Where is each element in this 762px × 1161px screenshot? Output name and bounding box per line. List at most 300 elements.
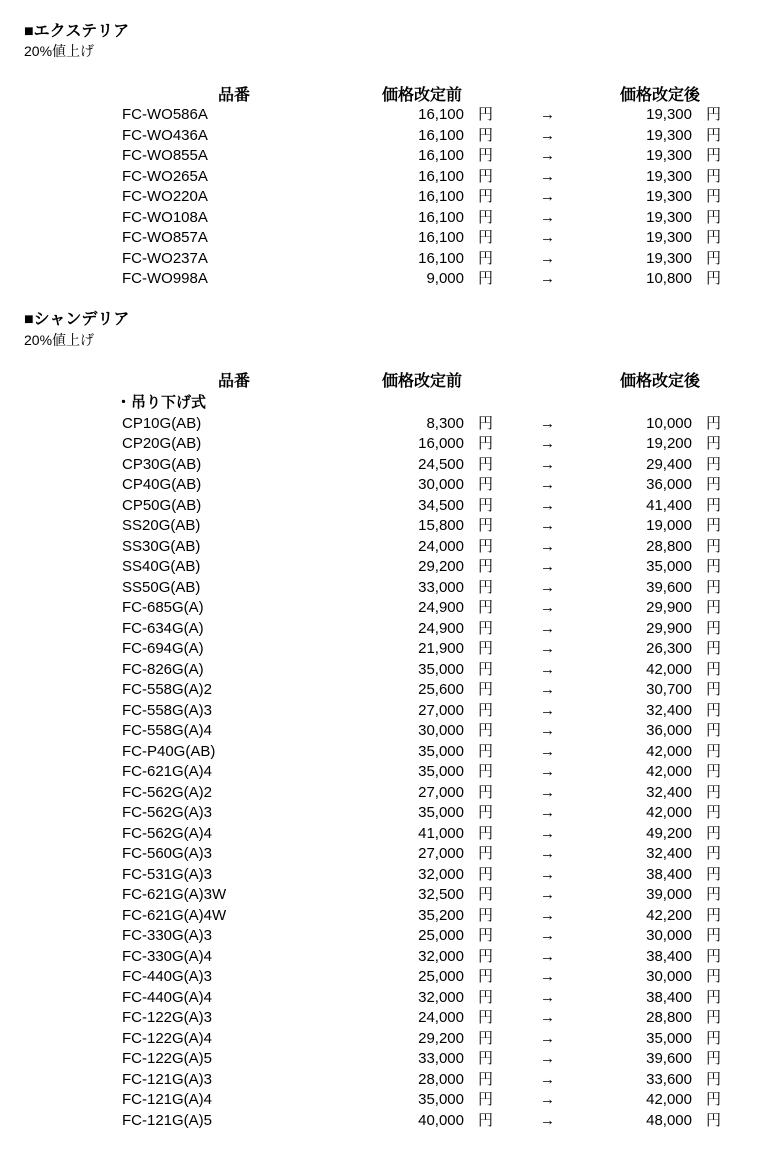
product-code: FC-440G(A)4 — [122, 988, 213, 1006]
yen-unit: 円 — [478, 229, 494, 246]
yen-unit: 円 — [706, 988, 722, 1006]
price-after: 33,600 — [646, 1070, 692, 1088]
price-after: 35,000 — [646, 558, 692, 575]
table-row — [0, 721, 762, 742]
price-before: 35,000 — [418, 660, 464, 678]
price-after: 19,300 — [646, 126, 692, 144]
yen-unit: 円 — [706, 865, 722, 883]
yen-unit: 円 — [706, 249, 722, 267]
arrow-icon: → — [540, 701, 555, 719]
header-after: 価格改定後 — [620, 87, 701, 104]
price-before: 16,100 — [418, 167, 464, 185]
price-after: 19,300 — [646, 208, 692, 226]
product-code: FC-558G(A)4 — [122, 722, 213, 739]
arrow-icon: → — [540, 783, 555, 801]
price-after: 42,000 — [646, 660, 692, 678]
table-row — [0, 455, 762, 476]
product-code: FC-330G(A)3 — [122, 927, 213, 944]
product-code: FC-634G(A) — [122, 619, 204, 637]
price-before: 32,500 — [418, 886, 464, 903]
yen-unit: 円 — [478, 476, 494, 493]
arrow-icon: → — [540, 476, 555, 493]
yen-unit: 円 — [706, 558, 722, 575]
table-row — [0, 783, 762, 804]
product-code: FC-440G(A)3 — [122, 968, 213, 985]
yen-unit: 円 — [478, 681, 494, 698]
yen-unit: 円 — [478, 1111, 494, 1129]
price-before: 35,000 — [418, 742, 464, 760]
table-row — [0, 844, 762, 865]
arrow-icon: → — [540, 640, 555, 657]
yen-unit: 円 — [478, 701, 494, 719]
product-code: FC-122G(A)4 — [122, 1029, 213, 1047]
yen-unit: 円 — [478, 414, 494, 432]
price-before: 16,100 — [418, 188, 464, 205]
price-before: 25,000 — [418, 927, 464, 944]
price-after: 19,300 — [646, 229, 692, 246]
price-after: 19,000 — [646, 517, 692, 534]
arrow-icon: → — [540, 517, 555, 534]
yen-unit: 円 — [706, 517, 722, 534]
yen-unit: 円 — [706, 906, 722, 924]
product-code: FC-WO857A — [122, 229, 208, 246]
price-after: 41,400 — [646, 496, 692, 514]
price-after: 42,200 — [646, 906, 692, 924]
price-after: 39,600 — [646, 1050, 692, 1067]
yen-unit: 円 — [478, 208, 494, 226]
table-row — [0, 414, 762, 435]
table-row — [0, 557, 762, 578]
table-row — [0, 680, 762, 701]
product-code: FC-531G(A)3 — [122, 865, 213, 883]
table-row — [0, 988, 762, 1009]
table-row — [0, 619, 762, 640]
arrow-icon: → — [540, 249, 555, 267]
arrow-icon: → — [540, 188, 555, 205]
yen-unit: 円 — [478, 927, 494, 944]
yen-unit: 円 — [478, 640, 494, 657]
yen-unit: 円 — [478, 722, 494, 739]
arrow-icon: → — [540, 126, 555, 144]
yen-unit: 円 — [706, 414, 722, 432]
arrow-icon: → — [540, 886, 555, 903]
price-before: 16,100 — [418, 106, 464, 123]
subheading-pendant — [0, 393, 762, 414]
table-row — [0, 1090, 762, 1111]
arrow-icon: → — [540, 455, 555, 473]
table-row — [0, 249, 762, 270]
yen-unit: 円 — [706, 845, 722, 862]
price-after: 35,000 — [646, 1029, 692, 1047]
arrow-icon: → — [540, 599, 555, 616]
section-title-exterior: ■エクステリア — [24, 23, 130, 40]
price-after: 49,200 — [646, 824, 692, 842]
yen-unit: 円 — [478, 106, 494, 123]
product-code: FC-WO586A — [122, 106, 208, 123]
yen-unit: 円 — [478, 783, 494, 801]
yen-unit: 円 — [706, 147, 722, 164]
yen-unit: 円 — [478, 496, 494, 514]
price-before: 40,000 — [418, 1111, 464, 1129]
arrow-icon: → — [540, 845, 555, 862]
product-code: FC-621G(A)4 — [122, 763, 213, 780]
price-before: 34,500 — [418, 496, 464, 514]
yen-unit: 円 — [478, 742, 494, 760]
product-code: FC-562G(A)4 — [122, 824, 213, 842]
table-row — [0, 947, 762, 968]
price-before: 8,300 — [426, 414, 464, 432]
yen-unit: 円 — [478, 763, 494, 780]
yen-unit: 円 — [706, 763, 722, 780]
table-row — [0, 701, 762, 722]
price-after: 36,000 — [646, 722, 692, 739]
arrow-icon: → — [540, 763, 555, 780]
arrow-icon: → — [540, 619, 555, 637]
section-note-exterior: 20%値上げ — [24, 43, 95, 59]
arrow-icon: → — [540, 558, 555, 575]
section-note-chandelier: 20%値上げ — [24, 332, 95, 348]
yen-unit: 円 — [478, 599, 494, 616]
table-row — [0, 228, 762, 249]
arrow-icon: → — [540, 927, 555, 944]
yen-unit: 円 — [706, 742, 722, 760]
price-after: 30,000 — [646, 927, 692, 944]
yen-unit: 円 — [478, 517, 494, 534]
arrow-icon: → — [540, 660, 555, 678]
price-after: 28,800 — [646, 537, 692, 555]
price-before: 35,200 — [418, 906, 464, 924]
price-after: 38,400 — [646, 865, 692, 883]
table-row — [0, 578, 762, 599]
yen-unit: 円 — [706, 1111, 722, 1129]
price-before: 16,100 — [418, 249, 464, 267]
arrow-icon: → — [540, 1050, 555, 1067]
price-before: 41,000 — [418, 824, 464, 842]
arrow-icon: → — [540, 537, 555, 555]
price-before: 16,100 — [418, 147, 464, 164]
product-code: FC-122G(A)3 — [122, 1009, 213, 1026]
price-after: 30,700 — [646, 681, 692, 698]
table-row — [0, 146, 762, 167]
yen-unit: 円 — [478, 886, 494, 903]
yen-unit: 円 — [706, 476, 722, 493]
arrow-icon: → — [540, 208, 555, 226]
table-header-exterior — [0, 86, 762, 107]
price-before: 29,200 — [418, 558, 464, 575]
table-row — [0, 434, 762, 455]
yen-unit: 円 — [478, 804, 494, 821]
product-code: FC-WO436A — [122, 126, 208, 144]
price-after: 26,300 — [646, 640, 692, 657]
table-row — [0, 475, 762, 496]
price-after: 42,000 — [646, 1091, 692, 1108]
table-row — [0, 803, 762, 824]
price-after: 32,400 — [646, 701, 692, 719]
header-after: 価格改定後 — [620, 373, 701, 390]
yen-unit: 円 — [706, 599, 722, 616]
table-row — [0, 187, 762, 208]
arrow-icon: → — [540, 968, 555, 985]
arrow-icon: → — [540, 106, 555, 123]
product-code: FC-558G(A)2 — [122, 681, 213, 698]
price-after: 36,000 — [646, 476, 692, 493]
price-after: 39,000 — [646, 886, 692, 903]
table-row — [0, 1008, 762, 1029]
arrow-icon: → — [540, 270, 555, 287]
yen-unit: 円 — [478, 249, 494, 267]
yen-unit: 円 — [478, 1091, 494, 1108]
price-before: 35,000 — [418, 804, 464, 821]
arrow-icon: → — [540, 722, 555, 739]
table-row — [0, 742, 762, 763]
table-row — [0, 1070, 762, 1091]
yen-unit: 円 — [706, 681, 722, 698]
arrow-icon: → — [540, 742, 555, 760]
price-before: 24,000 — [418, 1009, 464, 1026]
yen-unit: 円 — [478, 865, 494, 883]
arrow-icon: → — [540, 167, 555, 185]
table-row — [0, 1049, 762, 1070]
price-before: 28,000 — [418, 1070, 464, 1088]
table-row — [0, 926, 762, 947]
table-row — [0, 885, 762, 906]
price-after: 42,000 — [646, 763, 692, 780]
yen-unit: 円 — [478, 578, 494, 596]
product-code: FC-122G(A)5 — [122, 1050, 213, 1067]
product-code: FC-826G(A) — [122, 660, 204, 678]
product-code: FC-558G(A)3 — [122, 701, 213, 719]
table-row — [0, 167, 762, 188]
arrow-icon: → — [540, 1070, 555, 1088]
yen-unit: 円 — [706, 783, 722, 801]
yen-unit: 円 — [706, 106, 722, 123]
price-after: 10,800 — [646, 270, 692, 287]
table-row — [0, 598, 762, 619]
yen-unit: 円 — [706, 640, 722, 657]
price-after: 19,300 — [646, 167, 692, 185]
product-code: FC-560G(A)3 — [122, 845, 213, 862]
yen-unit: 円 — [478, 126, 494, 144]
yen-unit: 円 — [706, 1091, 722, 1108]
header-before: 価格改定前 — [382, 373, 463, 390]
price-before: 9,000 — [426, 270, 464, 287]
yen-unit: 円 — [478, 988, 494, 1006]
yen-unit: 円 — [706, 208, 722, 226]
product-code: CP20G(AB) — [122, 435, 202, 452]
price-before: 27,000 — [418, 783, 464, 801]
header-code: 品番 — [218, 373, 251, 390]
table-row — [0, 906, 762, 927]
price-after: 42,000 — [646, 804, 692, 821]
header-before: 価格改定前 — [382, 87, 463, 104]
price-after: 29,400 — [646, 455, 692, 473]
product-code: FC-WO108A — [122, 208, 208, 226]
price-after: 38,400 — [646, 988, 692, 1006]
yen-unit: 円 — [706, 1050, 722, 1067]
product-code: FC-121G(A)5 — [122, 1111, 213, 1129]
product-code: FC-P40G(AB) — [122, 742, 216, 760]
product-code: SS50G(AB) — [122, 578, 201, 596]
price-after: 19,300 — [646, 147, 692, 164]
yen-unit: 円 — [706, 1070, 722, 1088]
product-code: CP30G(AB) — [122, 455, 202, 473]
yen-unit: 円 — [706, 824, 722, 842]
price-after: 10,000 — [646, 414, 692, 432]
product-code: FC-WO220A — [122, 188, 208, 205]
price-after: 29,900 — [646, 599, 692, 616]
price-before: 32,000 — [418, 988, 464, 1006]
yen-unit: 円 — [478, 947, 494, 965]
yen-unit: 円 — [706, 1029, 722, 1047]
product-code: FC-330G(A)4 — [122, 947, 213, 965]
price-before: 30,000 — [418, 722, 464, 739]
table-row — [0, 660, 762, 681]
yen-unit: 円 — [478, 167, 494, 185]
arrow-icon: → — [540, 988, 555, 1006]
product-code: SS20G(AB) — [122, 517, 201, 534]
yen-unit: 円 — [706, 270, 722, 287]
price-before: 24,000 — [418, 537, 464, 555]
price-after: 28,800 — [646, 1009, 692, 1026]
price-before: 27,000 — [418, 701, 464, 719]
price-before: 33,000 — [418, 578, 464, 596]
table-row — [0, 1029, 762, 1050]
price-before: 24,900 — [418, 599, 464, 616]
price-before: 32,000 — [418, 865, 464, 883]
arrow-icon: → — [540, 496, 555, 514]
price-after: 19,200 — [646, 435, 692, 452]
yen-unit: 円 — [706, 804, 722, 821]
price-before: 16,100 — [418, 208, 464, 226]
arrow-icon: → — [540, 1091, 555, 1108]
yen-unit: 円 — [706, 886, 722, 903]
yen-unit: 円 — [706, 660, 722, 678]
yen-unit: 円 — [706, 722, 722, 739]
table-row — [0, 1111, 762, 1132]
price-before: 25,000 — [418, 968, 464, 985]
yen-unit: 円 — [478, 660, 494, 678]
yen-unit: 円 — [706, 167, 722, 185]
price-before: 35,000 — [418, 1091, 464, 1108]
yen-unit: 円 — [706, 537, 722, 555]
table-row — [0, 762, 762, 783]
yen-unit: 円 — [478, 906, 494, 924]
yen-unit: 円 — [478, 558, 494, 575]
yen-unit: 円 — [706, 229, 722, 246]
arrow-icon: → — [540, 1029, 555, 1047]
price-after: 19,300 — [646, 106, 692, 123]
table-header-chandelier — [0, 372, 762, 393]
yen-unit: 円 — [706, 619, 722, 637]
product-code: SS40G(AB) — [122, 558, 201, 575]
product-code: FC-562G(A)3 — [122, 804, 213, 821]
yen-unit: 円 — [706, 1009, 722, 1026]
yen-unit: 円 — [706, 126, 722, 144]
product-code: FC-WO237A — [122, 249, 208, 267]
price-before: 16,000 — [418, 435, 464, 452]
table-row — [0, 496, 762, 517]
product-code: FC-WO855A — [122, 147, 208, 164]
arrow-icon: → — [540, 414, 555, 432]
price-before: 24,900 — [418, 619, 464, 637]
price-before: 29,200 — [418, 1029, 464, 1047]
price-after: 29,900 — [646, 619, 692, 637]
product-code: FC-121G(A)3 — [122, 1070, 213, 1088]
yen-unit: 円 — [478, 435, 494, 452]
subheading-label: ・吊り下げ式 — [116, 394, 207, 411]
yen-unit: 円 — [478, 188, 494, 205]
product-code: FC-621G(A)4W — [122, 906, 227, 924]
table-row — [0, 537, 762, 558]
price-after: 38,400 — [646, 947, 692, 965]
yen-unit: 円 — [478, 537, 494, 555]
product-code: CP50G(AB) — [122, 496, 202, 514]
table-row — [0, 208, 762, 229]
table-row — [0, 269, 762, 290]
arrow-icon: → — [540, 1111, 555, 1129]
arrow-icon: → — [540, 229, 555, 246]
price-before: 32,000 — [418, 947, 464, 965]
header-code: 品番 — [218, 87, 251, 104]
yen-unit: 円 — [706, 435, 722, 452]
price-after: 48,000 — [646, 1111, 692, 1129]
yen-unit: 円 — [478, 270, 494, 287]
table-row — [0, 865, 762, 886]
price-after: 30,000 — [646, 968, 692, 985]
arrow-icon: → — [540, 1009, 555, 1026]
arrow-icon: → — [540, 804, 555, 821]
price-before: 21,900 — [418, 640, 464, 657]
product-code: FC-562G(A)2 — [122, 783, 213, 801]
product-code: FC-621G(A)3W — [122, 886, 227, 903]
yen-unit: 円 — [706, 455, 722, 473]
yen-unit: 円 — [478, 824, 494, 842]
price-before: 25,600 — [418, 681, 464, 698]
table-row — [0, 639, 762, 660]
price-before: 15,800 — [418, 517, 464, 534]
yen-unit: 円 — [478, 619, 494, 637]
yen-unit: 円 — [706, 701, 722, 719]
price-after: 39,600 — [646, 578, 692, 596]
table-row — [0, 824, 762, 845]
price-after: 32,400 — [646, 783, 692, 801]
price-after: 19,300 — [646, 188, 692, 205]
arrow-icon: → — [540, 578, 555, 596]
arrow-icon: → — [540, 681, 555, 698]
yen-unit: 円 — [478, 1070, 494, 1088]
price-before: 33,000 — [418, 1050, 464, 1067]
price-before: 24,500 — [418, 455, 464, 473]
yen-unit: 円 — [706, 947, 722, 965]
price-after: 42,000 — [646, 742, 692, 760]
yen-unit: 円 — [478, 1009, 494, 1026]
product-code: FC-694G(A) — [122, 640, 204, 657]
arrow-icon: → — [540, 824, 555, 842]
product-code: FC-685G(A) — [122, 599, 204, 616]
arrow-icon: → — [540, 906, 555, 924]
price-after: 32,400 — [646, 845, 692, 862]
section-title-chandelier: ■シャンデリア — [24, 311, 130, 328]
yen-unit: 円 — [478, 1029, 494, 1047]
yen-unit: 円 — [706, 578, 722, 596]
product-code: SS30G(AB) — [122, 537, 201, 555]
table-row — [0, 516, 762, 537]
yen-unit: 円 — [706, 496, 722, 514]
product-code: FC-121G(A)4 — [122, 1091, 213, 1108]
price-before: 16,100 — [418, 229, 464, 246]
product-code: FC-WO265A — [122, 167, 208, 185]
price-before: 27,000 — [418, 845, 464, 862]
